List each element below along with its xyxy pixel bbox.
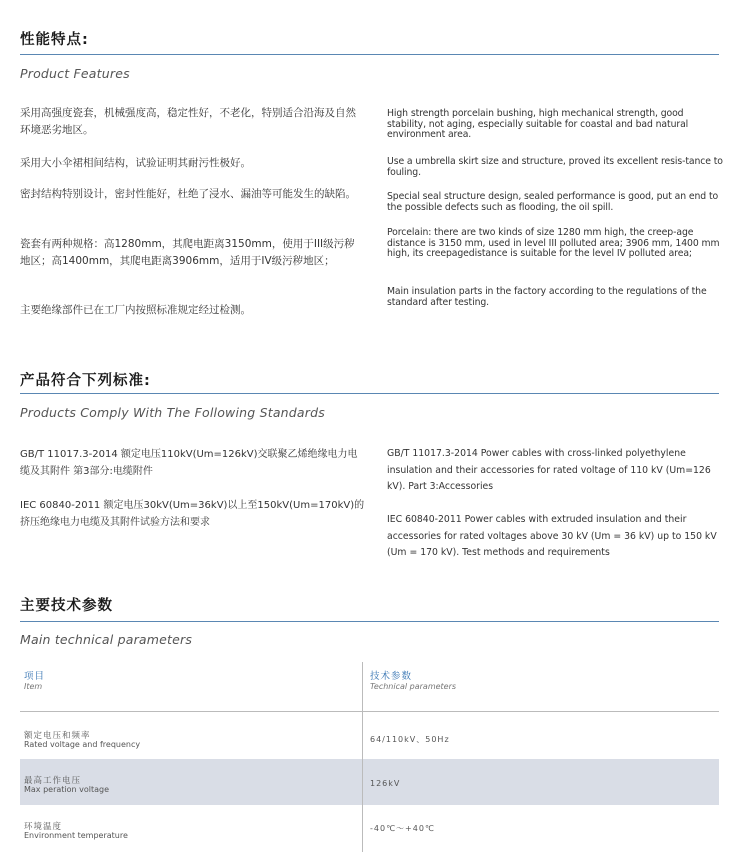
- feature-en-2: Use a umbrella skirt size and structure, proved its excellent resis-tance to fouling.: [387, 156, 723, 178]
- table-row-3-item-cn: 环境温度: [24, 822, 63, 832]
- feature-cn-3: 密封结构特别设计，密封性能好，杜绝了浸水、漏油等可能发生的缺陷。: [20, 188, 356, 200]
- section3-title-cn: 主要技术参数: [20, 598, 113, 614]
- standard-en-2: IEC 60840-2011 Power cables with extruded insulation and their accessories for rated voltages above 30 kV (Um = 36 kV) up to 150 kV (Um = 170 kV). Test methods and requirements: [387, 514, 717, 558]
- feature-en-3: Special seal structure design, sealed performance is good, put an end to the possible defects such as flooding, the oil spill.: [387, 191, 719, 213]
- section2-title-cn: 产品符合下列标准:: [20, 373, 151, 389]
- table-row-3-item-en: Environment temperature: [24, 831, 128, 840]
- table-row-2-item-en: Max peration voltage: [24, 785, 110, 794]
- table-row-2-value: 126kV: [370, 779, 401, 788]
- table-row-1-value: 64/110kV、50Hz: [370, 735, 450, 744]
- table-row-3-value: -40℃～+40℃: [370, 824, 435, 833]
- table-row-2-item-cn: 最高工作电压: [24, 776, 82, 786]
- standard-en-1: GB/T 11017.3-2014 Power cables with cross-linked polyethylene insulation and their accessories for rated voltage of 110 kV (Um=126 kV). Part 3:Accessories: [387, 448, 711, 492]
- feature-cn-2: 采用大小伞裙相间结构，试验证明其耐污性极好。: [20, 157, 251, 169]
- section1-title-en: Product Features: [20, 66, 130, 81]
- table-row-1-item-cn: 额定电压和频率: [24, 731, 91, 741]
- feature-cn-4: 瓷套有两种规格：高1280mm，其爬电距离3150mm，使用于III级污秽地区；高1400mm，其爬电距离3906mm，适用于IV级污秽地区；: [20, 238, 355, 267]
- standard-cn-2: IEC 60840-2011 额定电压30kV(Um=36kV)以上至150kV(Um=170kV)的挤压绝缘电力电缆及其附件试验方法和要求: [20, 500, 365, 528]
- section2-title-en: Products Comply With The Following Standards: [20, 405, 325, 420]
- section3-title-en: Main technical parameters: [20, 632, 193, 647]
- section1-rule: [20, 54, 719, 55]
- table-header-param-cn: 技术参数: [370, 671, 413, 682]
- table-header-param-en: Technical parameters: [370, 682, 457, 691]
- feature-en-5: Main insulation parts in the factory according to the regulations of the standard after testing.: [387, 286, 707, 308]
- section2-rule: [20, 393, 719, 394]
- section1-title-cn: 性能特点:: [20, 32, 89, 48]
- standard-cn-1: GB/T 11017.3-2014 额定电压110kV(Um=126kV)交联聚乙烯绝缘电力电缆及其附件 第3部分:电缆附件: [20, 449, 358, 477]
- table-row-1-item-en: Rated voltage and frequency: [24, 740, 141, 749]
- feature-en-1: High strength porcelain bushing, high mechanical strength, good stability, not aging, especially suitable for coastal and bad natural environment area.: [387, 108, 689, 141]
- table-header-item-en: Item: [24, 682, 43, 691]
- table-header-item-cn: 项目: [24, 671, 46, 682]
- table-column-divider: [362, 662, 363, 852]
- feature-cn-5: 主要绝缘部件已在工厂内按照标准规定经过检测。: [20, 304, 251, 316]
- feature-en-4: Porcelain: there are two kinds of size 1280 mm high, the creep-age distance is 3150 mm, used in level III polluted area; 3906 mm, 1400 mm high, its creepagedistance is suitable for the level IV polluted area;: [387, 227, 720, 260]
- section3-rule: [20, 621, 719, 622]
- feature-cn-1: 采用高强度瓷套，机械强度高，稳定性好，不老化，特别适合沿海及自然环境恶劣地区。: [20, 107, 356, 136]
- table-header-rule: [20, 711, 719, 712]
